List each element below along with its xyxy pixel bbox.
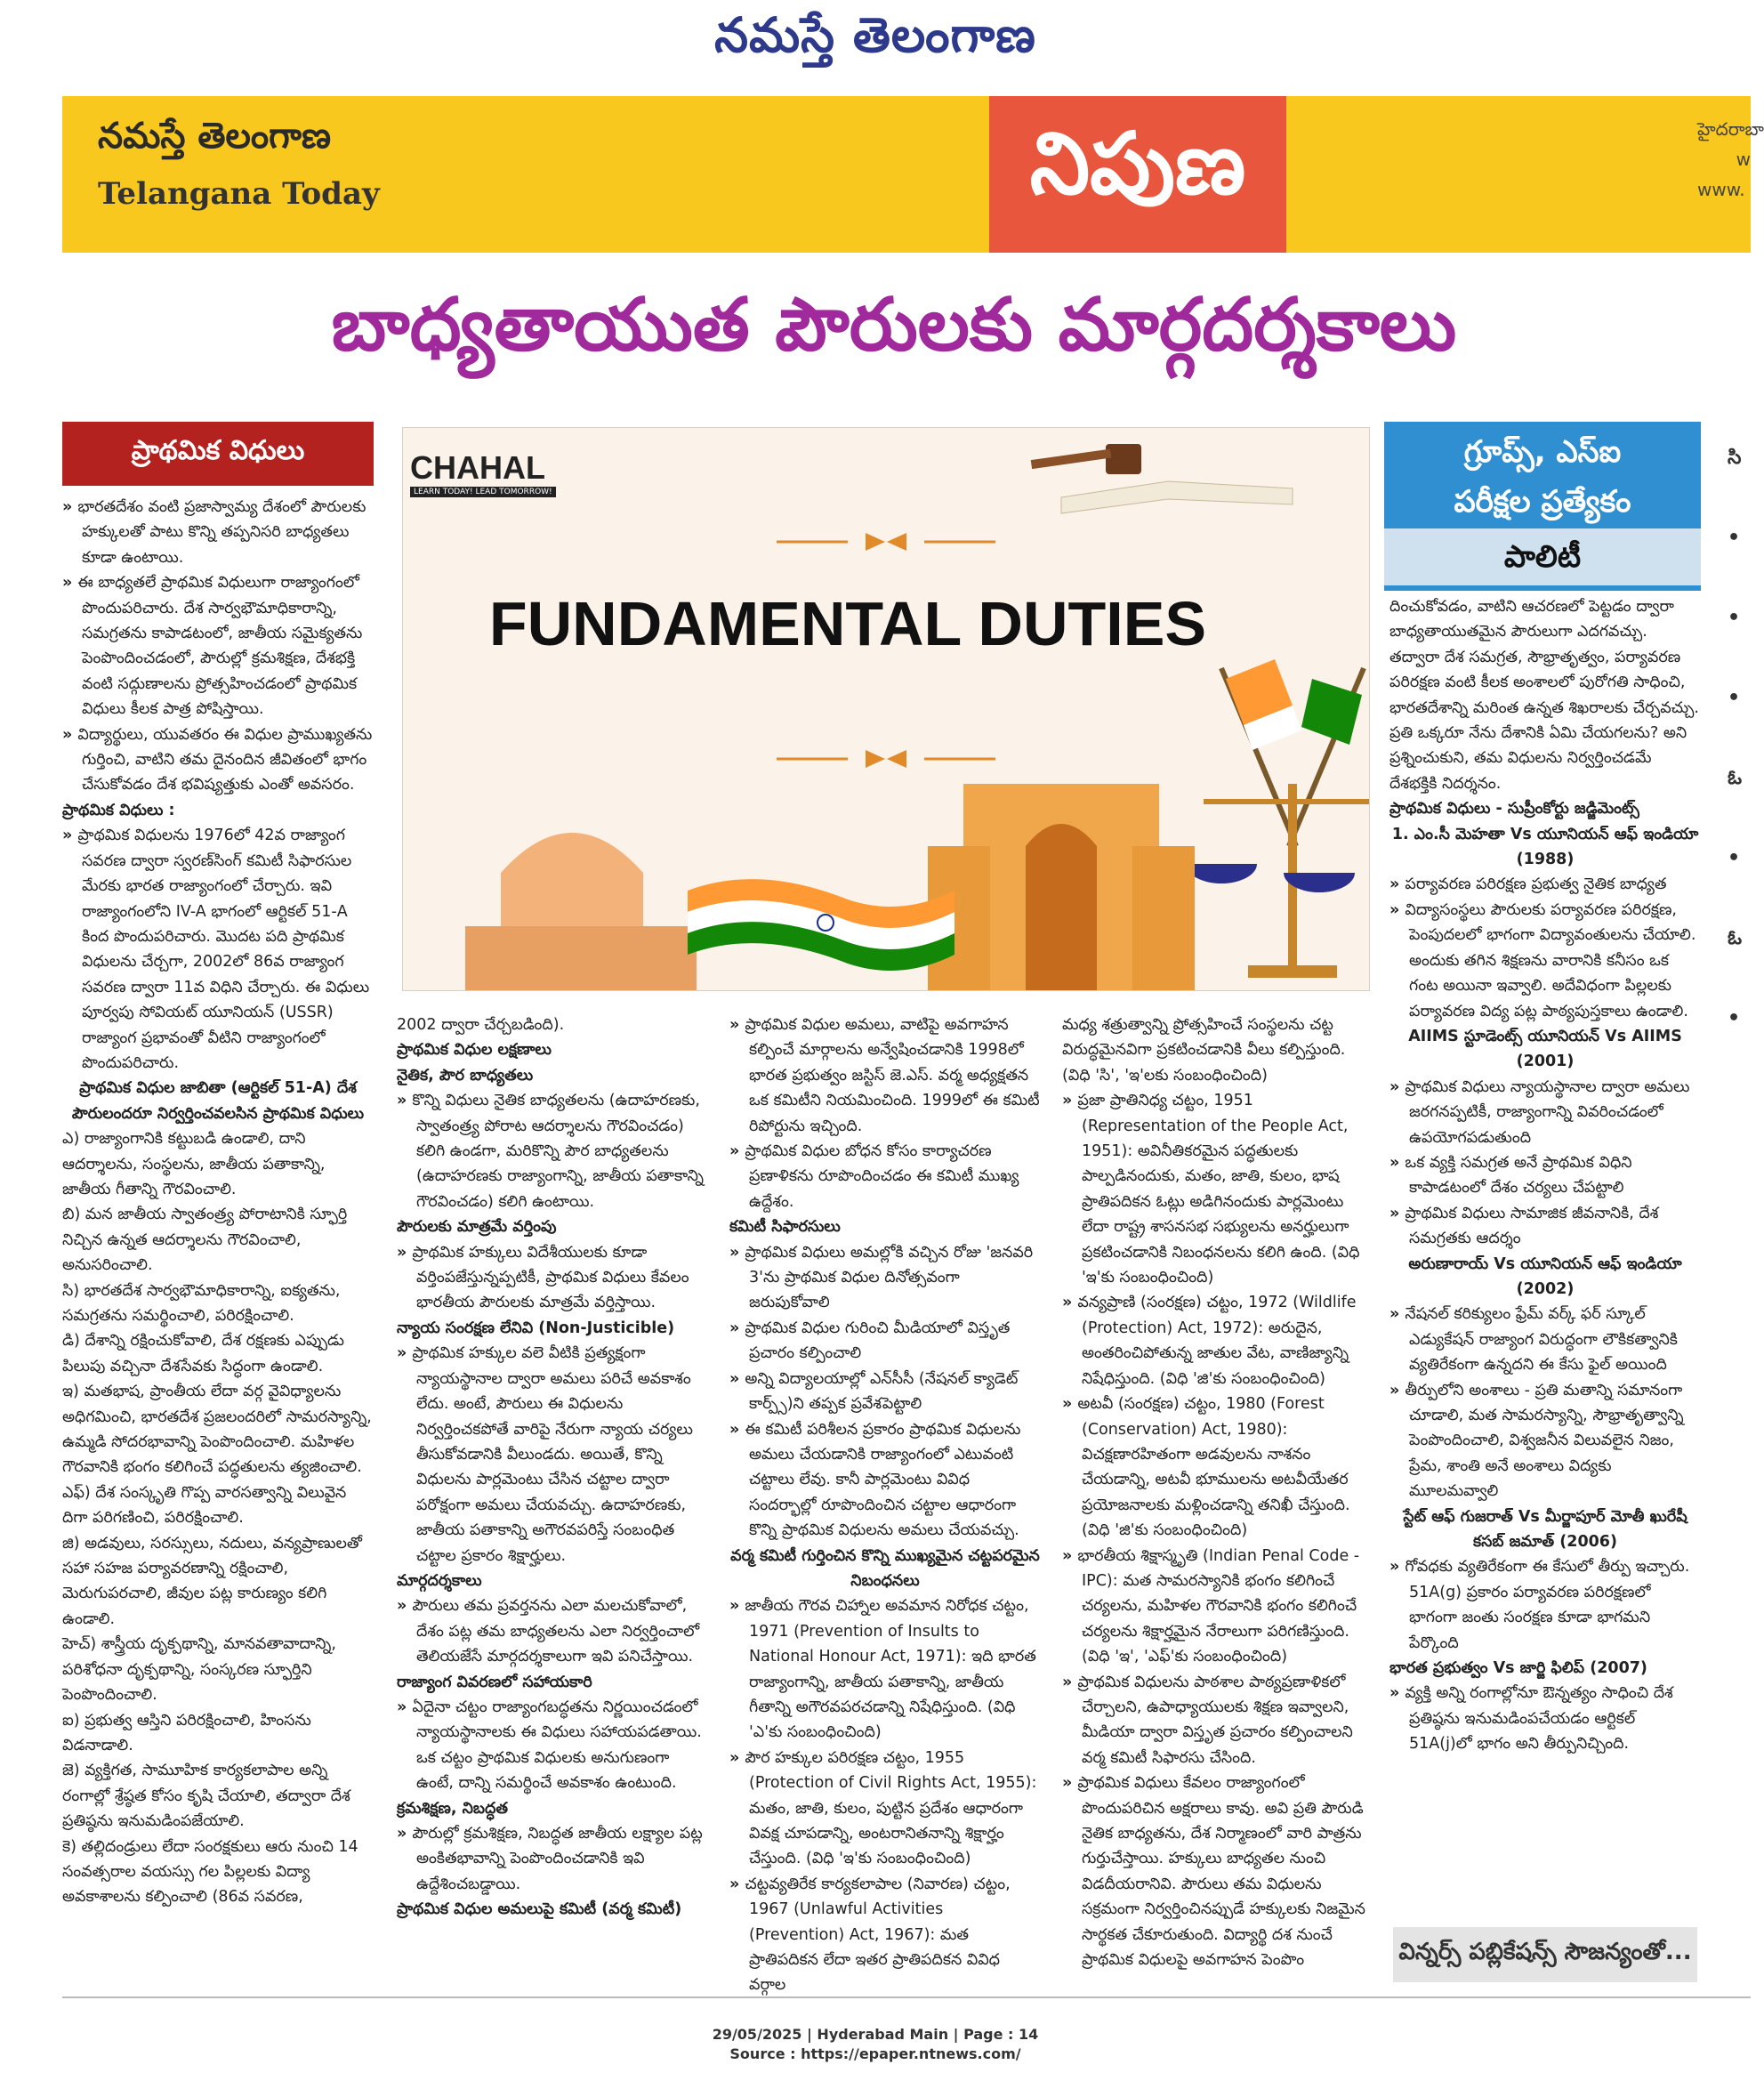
- bullet-paragraph: » ప్రజా ప్రాతినిధ్య చట్టం, 1951 (Representation of the People Act, 1951): అవినీతికరమైన పద్ధతులకు పాల్పడినందుకు, మతం, జాతి, కులం, భాష ప్రాతిపదికన ఓట్లు అడిగినందుకు పార్లమెంటు లేదా రాష్ట్ర శాసనసభ సభ్యులను అనర్హులుగా ప్రకటించడానికి నిబంధనలను కలిగి ఉంది. (విధి 'ఇ'కు సంబంధించింది): [1062, 1088, 1373, 1290]
- subheading: నైతిక, పౌర బాధ్యతలు: [397, 1066, 534, 1085]
- paragraph: బి) మన జాతీయ స్వాతంత్ర్య పోరాటానికి స్ఫూర్తి నిచ్చిన ఉన్నత ఆదర్శాలను గౌరవించాలి, అనుసరించాలి.: [62, 1206, 348, 1275]
- brand-telugu: నమస్తే తెలంగాణ: [98, 116, 332, 157]
- bullet-paragraph: » కొన్ని విధులు నైతిక బాధ్యతలను (ఉదాహరణకు, స్వాతంత్ర్య పోరాట ఆదర్శాలను గౌరవించడం) కలిగి ఉండగా, మరికొన్ని పౌర బాధ్యతలను (ఉదాహరణకు రాజ్యాంగాన్ని, జాతీయ పతాకాన్ని గౌరవించడం) కలిగి ఉంటాయి.: [397, 1088, 708, 1214]
- bullet-paragraph: » తీర్పులోని అంశాలు - ప్రతి మతాన్ని సమానంగా చూడాలి, మత సామరస్యాన్ని, సౌభ్రాతృత్వాన్ని పెంపొందించాలి, విశ్వజనీన విలువలైన నిజం, ప్రేమ, శాంతి అనే అంశాలు విద్యకు మూలమవ్వాలి: [1389, 1378, 1701, 1504]
- paragraph: ఐ) ప్రభుత్వ ఆస్తిని పరిరక్షించాలి, హింసను విడనాడాలి.: [62, 1711, 311, 1754]
- bullet-paragraph: » నేషనల్ కరిక్యులం ఫ్రేమ్ వర్క్ ఫర్ స్కూల్ ఎడ్యుకేషన్ రాజ్యాంగ విరుద్ధంగా లౌకికత్వానికి వ్యతిరేకంగా ఉన్నదని ఈ కేసు ఫైల్ అయింది: [1389, 1302, 1701, 1377]
- band-right-line: www.: [1697, 179, 1745, 200]
- bullet-paragraph: » వ్యక్తి అన్ని రంగాల్లోనూ ఔన్నత్యం సాధించి దేశ ప్రతిష్ఠను ఇనుమడింపచేయడం ఆర్టికల్ 51A(j)లో భాగం అని తీర్పునిచ్చింది.: [1389, 1681, 1701, 1756]
- column-1: [62, 495, 374, 1998]
- bullet-paragraph: » అన్ని విద్యాలయాల్లో ఎన్‌సీసీ (నేషనల్ క్యాడెట్ కార్ప్స్)ని తప్పక ప్రవేశపెట్టాలి: [729, 1367, 1041, 1417]
- bullet-paragraph: » పౌర హక్కుల పరిరక్షణ చట్టం, 1955 (Protection of Civil Rights Act, 1955): మతం, జాతి, కులం, పుట్టిన ప్రదేశం ఆధారంగా వివక్ష చూపడాన్ని, అంటరానితనాన్ని శిక్షార్హం చేస్తుంది. (విధి 'ఇ'కు సంబంధించింది): [729, 1746, 1041, 1872]
- left-section-header: ప్రాథమిక విధులు: [62, 422, 374, 486]
- footer-rule: [62, 1996, 1751, 1998]
- edge-mark: •: [1728, 687, 1741, 709]
- subheading: ప్రాథమిక విధుల జాబితా (ఆర్టికల్ 51-A) దేశ పౌరులందరూ నిర్వర్తించవలసిన ప్రాథమిక విధులు: [71, 1079, 365, 1123]
- edge-mark: సి: [1728, 447, 1742, 469]
- subheading: అరుణారాయ్ Vs యూనియన్ ఆఫ్ ఇండియా (2002): [1408, 1254, 1682, 1298]
- page-footer: [0, 2025, 1751, 2064]
- scales-of-justice-icon: [1186, 784, 1369, 978]
- paragraph: దించుకోవడం, వాటిని ఆచరణలో పెట్టడం ద్వారా బాధ్యతాయుతమైన పౌరులుగా ఎదగవచ్చు. తద్వారా దేశ సమగ్రత, సౌభ్రాతృత్వం, పర్యావరణ పరిరక్షణ వంటి కీలక అంశాలలో పురోగతి సాధించి, భారతదేశాన్ని మరింత ఉన్నత శిఖరాలకు చేర్చవచ్చు. ప్రతి ఒక్కరూ నేను దేశానికి ఏమి చేయగలను? అని ప్రశ్నించుకుని, తమ విధులను నిర్వర్తించడమే దేశభక్తికి నిదర్శనం.: [1389, 598, 1699, 793]
- brand-english: Telangana Today: [98, 176, 380, 212]
- band-right-line: w: [1736, 149, 1751, 170]
- subheading: 1. ఎం.సీ మెహతా Vs యూనియన్ ఆఫ్ ఇండియా (1988): [1391, 825, 1699, 869]
- heritage-monuments-icon: [465, 784, 1195, 990]
- column-4: [1062, 1012, 1373, 2000]
- paragraph: హెచ్) శాస్త్రీయ దృక్పథాన్ని, మానవతావాదాన్ని, పరిశోధనా దృక్పథాన్ని, సంస్కరణ స్ఫూర్తిని పెంపొందించాలి.: [62, 1635, 336, 1705]
- subheading: AIIMS స్టూడెంట్స్ యూనియన్ Vs AIIMS (2001): [1408, 1027, 1682, 1071]
- subheading: ప్రాథమిక విధుల అమలుపై కమిటీ (వర్మ కమిటీ): [397, 1900, 682, 1919]
- subject-label: పాలిటీ: [1384, 528, 1701, 585]
- section-banner: [62, 96, 1764, 253]
- bullet-paragraph: » పౌరుల్లో క్రమశిక్షణ, నిబద్ధత జాతీయ లక్ష్యాల పట్ల అంకితభావాన్ని పెంపొందించడానికి ఇవి ఉద్దేశించబడ్డాయి.: [397, 1821, 708, 1897]
- paragraph: జె) వ్యక్తిగత, సామూహిక కార్యకలాపాల అన్ని రంగాల్లో శ్రేష్ఠత కోసం కృషి చేయాలి, తద్వారా దేశ ప్రతిష్ఠను ఇనుమడింపజేయాలి.: [62, 1762, 350, 1831]
- tricolour-ribbon-icon: [688, 879, 954, 971]
- masthead: [0, 0, 1751, 89]
- bullet-paragraph: » ఈ కమిటీ పరిశీలన ప్రకారం ప్రాథమిక విధులను అమలు చేయడానికి రాజ్యాంగంలో ఎటువంటి చట్టాలు లేవు. కానీ పార్లమెంటు వివిధ సందర్భాల్లో రూపొందించిన చట్టాల ఆధారంగా కొన్ని ప్రాథమిక విధులను అమలు చేయవచ్చు.: [729, 1417, 1041, 1544]
- edge-mark: •: [1728, 847, 1741, 869]
- bullet-paragraph: » చట్టవ్యతిరేక కార్యకలాపాల (నివారణ) చట్టం, 1967 (Unlawful Activities (Prevention) Act, 1967): మత ప్రాతిపదికన లేదా ఇతర ప్రాతిపదికన వివిధ వర్గాల: [729, 1872, 1041, 1998]
- paragraph: కె) తల్లిదండ్రులు లేదా సంరక్షకులు ఆరు నుంచి 14 సంవత్సరాల వయస్సు గల పిల్లలకు విద్యా అవకాశాలను కల్పించాలి (86వ సవరణ,: [62, 1837, 358, 1907]
- bullet-paragraph: » భారతీయ శిక్షాస్మృతి (Indian Penal Code - IPC): మత సామరస్యానికి భంగం కలిగించే చర్యలను, మహిళల గౌరవానికి భంగం కలిగించే చర్యలను శిక్షార్హమైన నేరాలుగా పరిగణిస్తుంది. (విధి 'ఇ', 'ఎఫ్'కు సంబంధించింది): [1062, 1544, 1373, 1670]
- subheading: కమిటీ సిఫారసులు: [729, 1218, 841, 1237]
- illustration-title: FUNDAMENTAL DUTIES: [488, 589, 1207, 658]
- exam-special-line2: పరీక్షల ప్రత్యేకం: [1454, 484, 1631, 520]
- paragraph: 2002 ద్వారా చేర్చబడింది).: [397, 1016, 565, 1034]
- fundamental-duties-illustration: [402, 427, 1370, 991]
- subheading: భారత ప్రభుత్వం Vs జార్జి ఫిలిప్ (2007): [1389, 1659, 1647, 1678]
- band-right-line: హైదరాబా: [1697, 118, 1764, 140]
- bullet-paragraph: » ప్రాథమిక విధుల అమలు, వాటిపై అవగాహన కల్పించే మార్గాలను అన్వేషించడానికి 1998లో భారత ప్రభుత్వం జస్టిస్ జె.ఎస్. వర్మ అధ్యక్షతన ఒక కమిటీని నియమించింది. 1999లో ఈ కమిటీ రిపోర్టును ఇచ్చింది.: [729, 1012, 1041, 1139]
- chahal-logo-tagline: LEARN TODAY! LEAD TOMORROW!: [410, 487, 556, 497]
- band-right-text: [1697, 114, 1764, 205]
- bullet-paragraph: » ఈ బాధ్యతలే ప్రాథమిక విధులుగా రాజ్యాంగంలో పొందుపరిచారు. దేశ సార్వభౌమాధికారాన్ని, సమగ్రతను కాపాడటంలో, జాతీయ సమైక్యతను పెంపొందించడంలో, పౌరుల్లో క్రమశిక్షణ, దేశభక్తి వంటి సద్గుణాలను ప్రోత్సహించడంలో ప్రాథమిక విధులు కీలక పాత్ర పోషిస్తాయి.: [62, 570, 374, 722]
- paragraph: ఇ) మతభాష, ప్రాంతీయ లేదా వర్గ వైవిధ్యాలను అధిగమించి, భారతదేశ ప్రజలందరిలో సామరస్యాన్ని, ఉమ్మడి సోదరభావాన్ని పెంపొందించాలి. మహిళల గౌరవానికి భంగం కలిగించే పద్ధతులను త్యజించాలి.: [62, 1383, 372, 1477]
- bullet-paragraph: » వన్యప్రాణి (సంరక్షణ) చట్టం, 1972 (Wildlife (Protection) Act, 1972): అరుదైన, అంతరించిపోతున్న జాతుల వేట, వాణిజ్యాన్ని నిషేధిస్తుంది. (విధి 'జి'కు సంబంధించింది): [1062, 1290, 1373, 1391]
- adjacent-column-edge: [1728, 418, 1751, 1059]
- chahal-logo: CHAHAL: [410, 449, 545, 486]
- column-5: [1389, 594, 1701, 1920]
- publication-credit: విన్నర్స్ పబ్లికేషన్స్ సౌజన్యంతో...: [1393, 1927, 1697, 1982]
- bullet-paragraph: » ప్రాథమిక విధులు సామాజిక జీవనానికి, దేశ సమగ్రతకు ఆదర్శం: [1389, 1201, 1701, 1252]
- bullet-paragraph: » విద్యార్థులు, యువతరం ఈ విధుల ప్రాముఖ్యతను గుర్తించి, వాటిని తమ దైనందిన జీవితంలో భాగం చేసుకోవడం దేశ భవిష్యత్తుకు ఎంతో అవసరం.: [62, 722, 374, 798]
- column-2: [397, 1012, 708, 2000]
- edge-mark: •: [1728, 1007, 1741, 1029]
- bullet-paragraph: » ఏదైనా చట్టం రాజ్యాంగబద్ధతను నిర్ణయించడంలో న్యాయస్థానాలకు ఈ విధులు సహాయపడతాయి. ఒక చట్టం ప్రాథమిక విధులకు అనుగుణంగా ఉంటే, దాన్ని సమర్థించే అవకాశం ఉంటుంది.: [397, 1695, 708, 1796]
- paragraph: జి) అడవులు, సరస్సులు, నదులు, వన్యప్రాణులతో సహా సహజ పర్యావరణాన్ని రక్షించాలి, మెరుగుపరచాలి, జీవుల పట్ల కారుణ్యం కలిగి ఉండాలి.: [62, 1534, 362, 1628]
- exam-special-line1: గ్రూప్స్, ఎస్‌ఐ: [1463, 434, 1622, 470]
- column-3: [729, 1012, 1041, 2000]
- bullet-paragraph: » జాతీయ గౌరవ చిహ్నాల అవమాన నిరోధక చట్టం, 1971 (Prevention of Insults to National Honour Act, 1971): ఇది భారత రాజ్యాంగాన్ని, జాతీయ పతాకాన్ని, జాతీయ గీతాన్ని అగౌరవపరచడాన్ని నిషేధిస్తుంది. (విధి 'ఎ'కు సంబంధించింది): [729, 1593, 1041, 1745]
- edge-mark: ఓ: [1728, 927, 1743, 949]
- bullet-paragraph: » ప్రాథమిక విధులు న్యాయస్థానాల ద్వారా అమలు జరగనప్పటికీ, రాజ్యాంగాన్ని వివరించడంలో ఉపయోగపడుతుంది: [1389, 1075, 1701, 1150]
- bullet-paragraph: » ప్రాథమిక హక్కులు విదేశీయులకు కూడా వర్తింపజేస్తున్నప్పటికీ, ప్రాథమిక విధులు కేవలం భారతీయ పౌరులకు మాత్రమే వర్తిస్తాయి.: [397, 1240, 708, 1316]
- section-name-box: [989, 96, 1286, 253]
- subheading: రాజ్యాంగ వివరణలో సహాయకారి: [397, 1673, 592, 1691]
- bullet-paragraph: » భారతదేశం వంటి ప్రజాస్వామ్య దేశంలో పౌరులకు హక్కులతో పాటు కొన్ని తప్పనిసరి బాధ్యతలు కూడా ఉంటాయి.: [62, 495, 374, 570]
- bullet-paragraph: » ప్రాథమిక విధులు అమల్లోకి వచ్చిన రోజు 'జనవరి 3'ను ప్రాథమిక విధుల దినోత్సవంగా జరుపుకోవాలి: [729, 1240, 1041, 1316]
- subheading: క్రమశిక్షణ, నిబద్ధత: [397, 1799, 508, 1818]
- edge-mark: ఓ: [1728, 767, 1743, 789]
- brand-block: [98, 116, 380, 212]
- bullet-paragraph: » ప్రాథమిక విధుల బోధన కోసం కార్యాచరణ ప్రణాళికను రూపొందించడం ఈ కమిటీ ముఖ్య ఉద్దేశం.: [729, 1139, 1041, 1214]
- bullet-paragraph: » పౌరులు తమ ప్రవర్తనను ఎలా మలచుకోవాలో, దేశం పట్ల తమ బాధ్యతలను ఎలా నిర్వర్తించాలో తెలియజేసే మార్గదర్శకాలుగా ఇవి పనిచేస్తాయి.: [397, 1593, 708, 1669]
- edge-mark: •: [1728, 527, 1741, 549]
- bullet-paragraph: » ఒక వ్యక్తి సమగ్రత అనే ప్రాథమిక విధిని కాపాడటంలో దేశం చర్యలు చేపట్టాలి: [1389, 1150, 1701, 1201]
- masthead-title: నమస్తే తెలంగాణ: [714, 7, 1036, 63]
- subheading: పౌరులకు మాత్రమే వర్తింపు: [397, 1218, 557, 1237]
- edge-mark: •: [1728, 607, 1741, 629]
- footer-date-page: 29/05/2025 | Hyderabad Main | Page : 14: [712, 2026, 1039, 2043]
- section-name: నిపుణ: [1029, 114, 1246, 214]
- headline: బాధ్యతాయుత పౌరులకు మార్గదర్శకాలు: [331, 283, 1457, 367]
- subheading: వర్మ కమిటీ గుర్తించిన కొన్ని ముఖ్యమైన చట్టపరమైన నిబంధనలు: [730, 1546, 1040, 1590]
- bullet-paragraph: » విద్యాసంస్థలు పౌరులకు పర్యావరణ పరిరక్షణ, పెంపుదలలో భాగంగా విద్యావంతులను చేయాలి. అందుకు తగిన శిక్షణను వారానికి కనీసం ఒక గంట అయినా ఇవ్వాలి. అదేవిధంగా పిల్లలకు పర్యావరణ విద్య పట్ల పాఠ్యపుస్తకాలు ఉండాలి.: [1389, 898, 1701, 1024]
- paragraph: డి) దేశాన్ని రక్షించుకోవాలి, దేశ రక్షణకు ఎప్పుడు పిలుపు వచ్చినా దేశసేవకు సిద్ధంగా ఉండాలి.: [62, 1332, 344, 1375]
- subheading: ప్రాథమిక విధులు :: [62, 801, 175, 819]
- bullet-paragraph: » ప్రాథమిక హక్కుల వలె వీటికి ప్రత్యక్షంగా న్యాయస్థానాల ద్వారా అమలు పరిచే అవకాశం లేదు. అంటే, పౌరులు ఈ విధులను నిర్వర్తించకపోతే వారిపై నేరుగా న్యాయ చర్యలు తీసుకోవడానికి వీలుండదు. అయితే, కొన్ని విధులను పార్లమెంటు చేసిన చట్టాల ద్వారా పరోక్షంగా అమలు చేయవచ్చు. ఉదాహరణకు, జాతీయ పతాకాన్ని అగౌరవపరిస్తే సంబంధిత చట్టాల ప్రకారం శిక్షార్హులు.: [397, 1341, 708, 1569]
- illustration-graphics: [403, 428, 1369, 990]
- paragraph: ఎఫ్) దేశ సంస్కృతి గొప్ప వారసత్వాన్ని విలువైన దిగా పరిగణించి, పరిరక్షించాలి.: [62, 1483, 347, 1528]
- subheading: న్యాయ సంరక్షణ లేనివి (Non-Justicible): [397, 1319, 675, 1337]
- gavel-icon: [1031, 444, 1293, 513]
- footer-source: Source : https://epaper.ntnews.com/: [729, 2045, 1021, 2062]
- bullet-paragraph: » ప్రాథమిక విధులు కేవలం రాజ్యాంగంలో పొందుపరిచిన అక్షరాలు కావు. అవి ప్రతి పౌరుడి నైతిక బాధ్యతను, దేశ నిర్మాణంలో వారి పాత్రను గుర్తుచేస్తాయి. హక్కులు బాధ్యతల నుంచి విడదీయరానివి. పౌరులు తమ విధులను సక్రమంగా నిర్వర్తించినప్పుడే హక్కులకు నిజమైన సార్థకత చేకూరుతుంది. విద్యార్థి దశ నుంచే ప్రాథమిక విధులపై అవగాహన పెంపొం: [1062, 1770, 1373, 1972]
- subheading: ప్రాథమిక విధులు - సుప్రీంకోర్టు జడ్జిమెంట్స్: [1389, 800, 1639, 819]
- subheading: ప్రాథమిక విధుల లక్షణాలు: [397, 1041, 552, 1060]
- subheading: స్టేట్ ఆఫ్ గుజరాత్ Vs మీర్జాపూర్ మోతీ ఖురేషీ కసబ్ జమాత్ (2006): [1403, 1507, 1687, 1552]
- bullet-paragraph: » ప్రాథమిక విధులను పాఠశాల పాఠ్యప్రణాళికలో చేర్చాలని, ఉపాధ్యాయులకు శిక్షణ ఇవ్వాలని, మీడియా ద్వారా విస్తృత ప్రచారం కల్పించాలని వర్మ కమిటీ సిఫారసు చేసింది.: [1062, 1670, 1373, 1771]
- bullet-paragraph: » అటవీ (సంరక్షణ) చట్టం, 1980 (Forest (Conservation) Act, 1980): విచక్షణారహితంగా అడవులను నాశనం చేయడాన్ని, అటవీ భూములను అటవీయేతర ప్రయోజనాలకు మళ్లించడాన్ని తనిఖీ చేస్తుంది. (విధి 'జి'కు సంబంధించింది): [1062, 1391, 1373, 1543]
- paragraph: మధ్య శత్రుత్వాన్ని ప్రోత్సహించే సంస్థలను చట్ట విరుద్ధమైనవిగా ప్రకటించడానికి వీలు కల్పిస్తుంది. (విధి 'సి', 'ఇ'లకు సంబంధించింది): [1062, 1016, 1346, 1085]
- bullet-paragraph: » పర్యావరణ పరిరక్షణ ప్రభుత్వ నైతిక బాధ్యత: [1389, 872, 1701, 897]
- bullet-paragraph: » ప్రాథమిక విధుల గురించి మీడియాలో విస్తృత ప్రచారం కల్పించాలి: [729, 1316, 1041, 1367]
- subheading: మార్గదర్శకాలు: [397, 1571, 482, 1590]
- paragraph: ఎ) రాజ్యాంగానికి కట్టుబడి ఉండాలి, దాని ఆదర్శాలను, సంస్థలను, జాతీయ పతాకాన్ని, జాతీయ గీతాన్ని గౌరవించాలి.: [62, 1130, 326, 1198]
- paragraph: సి) భారతదేశ సార్వభౌమాధికారాన్ని, ఐక్యతను, సమగ్రతను సమర్థించాలి, పరిరక్షించాలి.: [62, 1281, 341, 1325]
- bullet-paragraph: » గోవధకు వ్యతిరేకంగా ఈ కేసులో తీర్పు ఇచ్చారు. 51A(g) ప్రకారం పర్యావరణ పరిరక్షణలో భాగంగా జంతు సంరక్షణ కూడా భాగమని పేర్కొంది: [1389, 1554, 1701, 1656]
- bullet-paragraph: » ప్రాథమిక విధులను 1976లో 42వ రాజ్యాంగ సవరణ ద్వారా స్వరణ్‌సింగ్ కమిటీ సిఫారసుల మేరకు భారత రాజ్యాంగంలో చేర్చారు. ఇవి రాజ్యాంగంలోని IV-A భాగంలో ఆర్టికల్ 51-A కింద పొందుపరిచారు. మొదట పది ప్రాథమిక విధులను చేర్చగా, 2002లో 86వ రాజ్యాంగ సవరణ ద్వారా 11వ విధిని చేర్చారు. ఈ విధులు పూర్వపు సోవియట్ యూనియన్ (USSR) రాజ్యాంగ ప్రభావంతో వీటిని రాజ్యాంగంలో పొందుపరిచారు.: [62, 823, 374, 1076]
